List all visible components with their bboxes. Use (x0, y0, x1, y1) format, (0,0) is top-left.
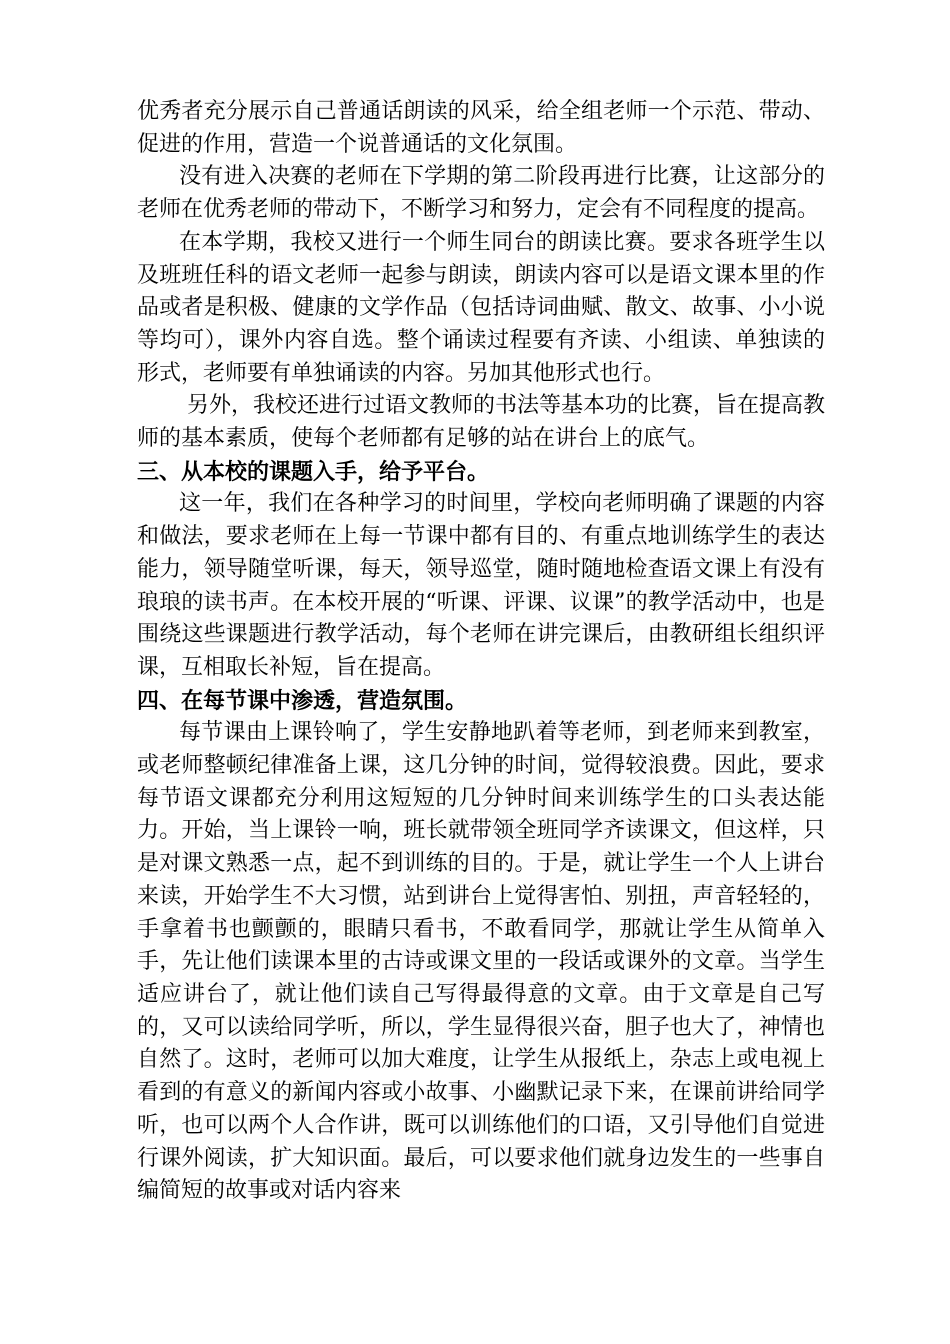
paragraph: 每节课由上课铃响了，学生安静地趴着等老师，到老师来到教室，或老师整顿纪律准备上课，这几分钟的时间，觉得较浪费。因此，要求每节语文课都充分利用这短短的几分钟时间来训练学生的口头表达能力。开始，当上课铃一响，班长就带领全班同学齐读课文，但这样，只是对课文熟悉一点，起不到训练的目的。于是，就让学生一个人上讲台来读，开始学生不大习惯，站到讲台上觉得害怕、别扭，声音轻轻的，手拿着书也颤颤的，眼睛只看书，不敢看同学，那就让学生从简单入手，先让他们读课本里的古诗或课文里的一段话或课外的文章。当学生适应讲台了，就让他们读自己写得最得意的文章。由于文章是自己写的，又可以读给同学听，所以，学生显得很兴奋，胆子也大了，神情也自然了。这时，老师可以加大难度，让学生从报纸上，杂志上或电视上看到的有意义的新闻内容或小故事、小幽默记录下来，在课前讲给同学听，也可以两个人合作讲，既可以训练他们的口语，又引导他们自觉进行课外阅读，扩大知识面。最后，可以要求他们就身边发生的一些事自编简短的故事或对话内容来 (137, 720, 825, 1204)
paragraph: 这一年，我们在各种学习的时间里，学校向老师明确了课题的内容和做法，要求老师在上每一节课中都有目的、有重点地训练学生的表达能力，领导随堂听课，每天，领导巡堂，随时随地检查语文课上有没有琅琅的读书声。在本校开展的“听课、评课、议课”的教学活动中，也是围绕这些课题进行教学活动，每个老师在讲完课后，由教研组长组织评课，互相取长补短，旨在提高。 (137, 491, 825, 680)
paragraph: 没有进入决赛的老师在下学期的第二阶段再进行比赛，让这部分的老师在优秀老师的带动下，不断学习和努力，定会有不同程度的提高。 (137, 164, 825, 223)
section-heading: 四、在每节课中渗透，营造氛围。 (137, 687, 468, 714)
paragraph: 另外，我校还进行过语文教师的书法等基本功的比赛，旨在提高教师的基本素质，使每个老师都有足够的站在讲台上的底气。 (137, 393, 826, 452)
paragraph: 优秀者充分展示自己普通话朗读的风采，给全组老师一个示范、带动、促进的作用，营造一个说普通话的文化氛围。 (137, 99, 825, 157)
paragraph: 在本学期，我校又进行一个师生同台的朗读比赛。要求各班学生以及班班任科的语文老师一起参与朗读，朗读内容可以是语文课本里的作品或者是积极、健康的文学作品（包括诗词曲赋、散文、故事、小小说等均可），课外内容自选。整个诵读过程要有齐读、小组读、单独读的形式，老师要有单独诵读的内容。另加其他形式也行。 (137, 229, 825, 386)
document-body (137, 96, 825, 1208)
section-heading: 三、从本校的课题入手，给予平台。 (137, 458, 490, 485)
